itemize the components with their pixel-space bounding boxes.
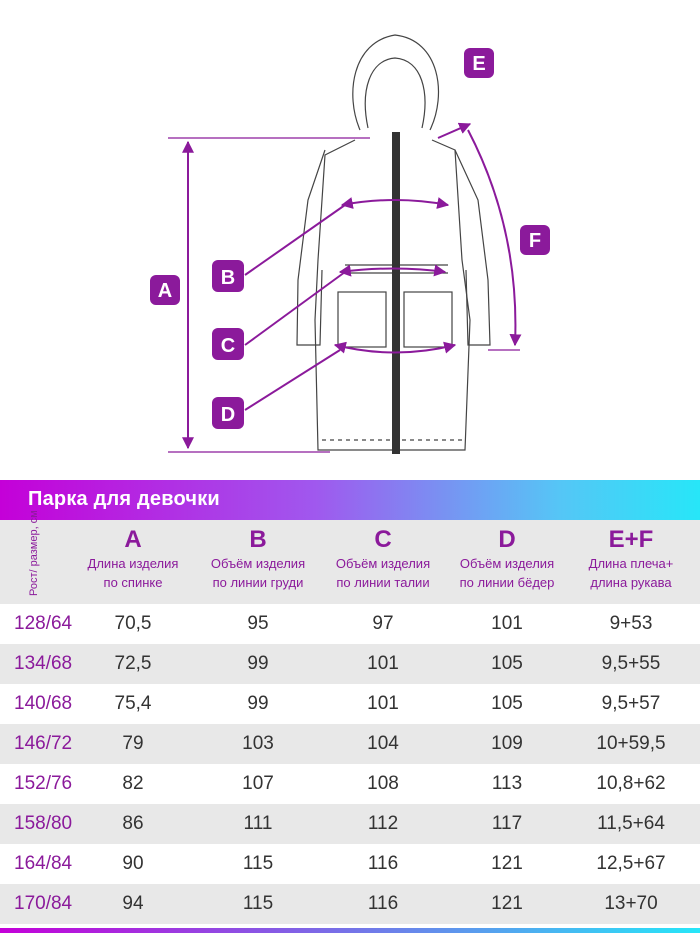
bottom-accent-line [0, 928, 700, 933]
table-row: 146/72 79 103 104 109 10+59,5 [0, 724, 700, 764]
label-f [520, 225, 550, 255]
label-a [150, 275, 180, 305]
label-c [212, 328, 244, 360]
label-d [212, 397, 244, 429]
col-head-d: D Объём изделия по линии бёдер [459, 526, 555, 590]
svg-text:E: E [472, 53, 486, 75]
label-b [212, 260, 244, 292]
table-title-bar [0, 480, 700, 520]
col-head-ef: E+F Длина плеча+ длина рукава [588, 526, 674, 590]
col-head-a: A Длина изделия по спинке [87, 526, 179, 590]
table-row: 140/68 75,4 99 101 105 9,5+57 [14, 693, 661, 714]
table-row: 134/68 72,5 99 101 105 9,5+55 [0, 644, 700, 684]
table-row: 164/84 90 115 116 121 12,5+67 [14, 853, 666, 874]
col-head-c: C Объём изделия по линии талии [335, 526, 431, 590]
svg-text:F: F [528, 230, 542, 252]
table-title: Парка для девочки [28, 488, 220, 510]
zipper [392, 132, 400, 454]
label-e [464, 48, 494, 78]
svg-text:D: D [220, 404, 236, 426]
svg-text:C: C [220, 335, 236, 357]
svg-text:A: A [157, 280, 173, 302]
table-row: 170/84 94 115 116 121 13+70 [0, 884, 700, 924]
table-row: 158/80 86 111 112 117 11,5+64 [0, 804, 700, 844]
svg-text:B: B [220, 267, 236, 289]
size-header: Рост/ размер, см [28, 510, 40, 596]
col-head-b: B Объём изделия по линии груди [210, 526, 306, 590]
table-row: 128/64 70,5 95 97 101 9+53 [14, 613, 653, 634]
table-row: 152/76 82 107 108 113 10,8+62 [14, 773, 666, 794]
